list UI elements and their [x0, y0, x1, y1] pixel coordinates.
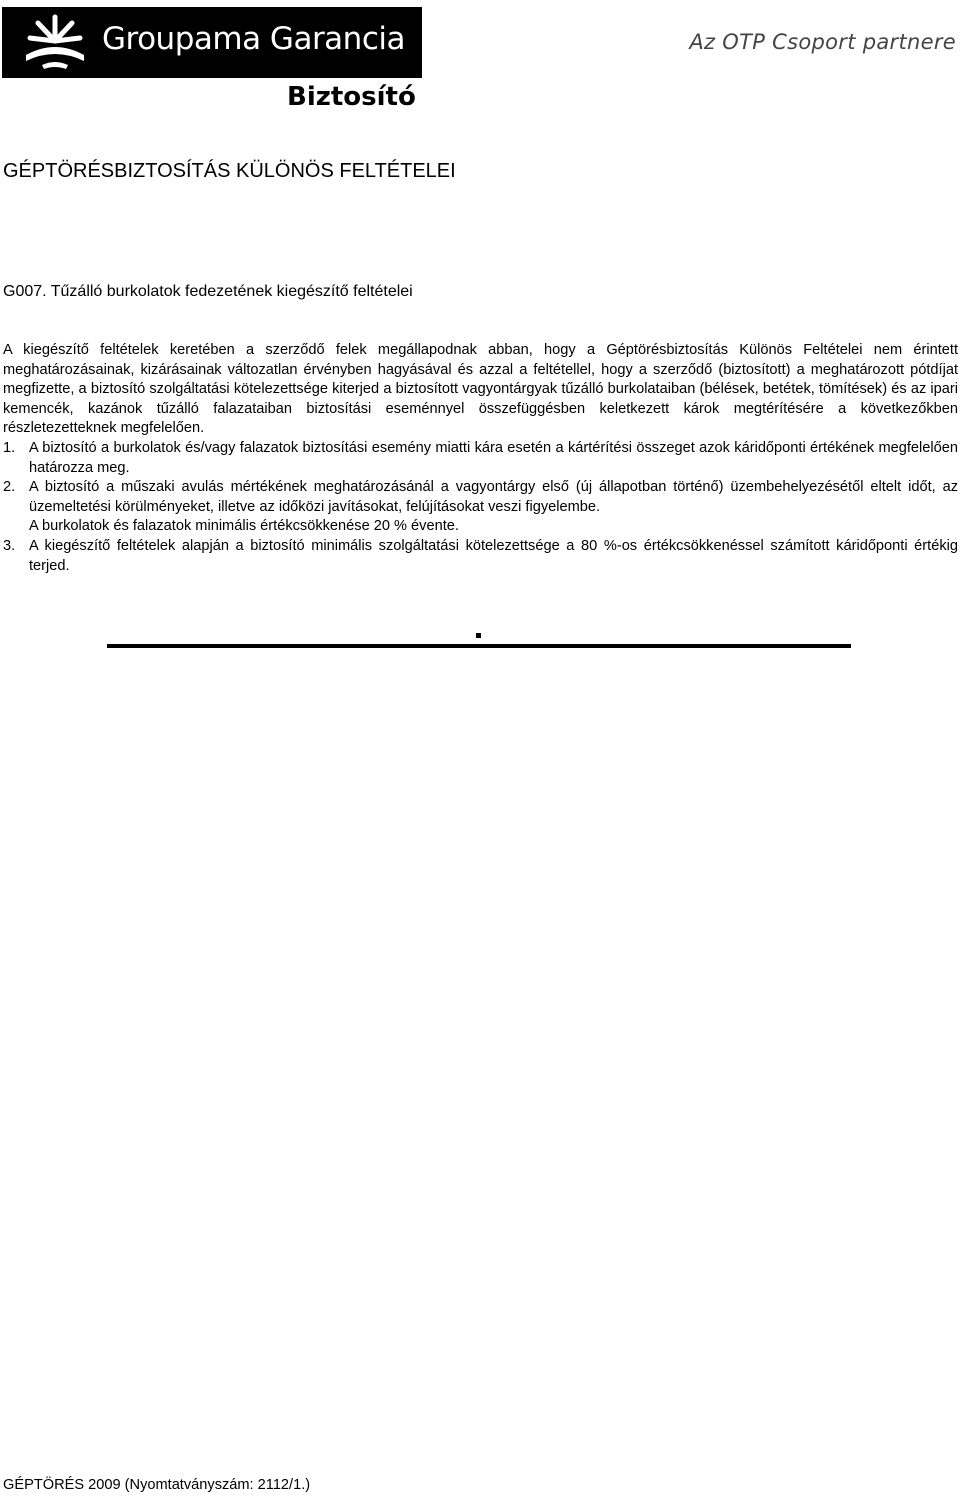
section-title: G007. Tűzálló burkolatok fedezetének kiegészítő feltételei — [3, 283, 413, 300]
document-body — [3, 341, 958, 576]
groupama-emblem-icon — [22, 11, 88, 73]
logo-subtitle: Biztosító — [287, 82, 416, 112]
list-item-text: A kiegészítő feltételek alapján a biztosító minimális szolgáltatási kötelezettsége a 80 %-os értékcsökkenéssel számított káridőponti értékig terjed. — [29, 537, 958, 574]
partner-tagline: Az OTP Csoport partnere — [689, 30, 956, 54]
list-item-number: 2. — [3, 479, 16, 496]
list-item — [3, 439, 958, 478]
list-item-extra: A burkolatok és falazatok minimális értékcsökkenése 20 % évente. — [29, 518, 459, 535]
list-item — [3, 537, 958, 576]
list-item-number: 3. — [3, 537, 16, 554]
horizontal-rule — [107, 644, 851, 648]
list-item-number: 1. — [3, 439, 16, 456]
list-item-text: A biztosító a burkolatok és/vagy falazatok biztosítási esemény miatti kára esetén a kártérítési összeget azok káridőponti értékének megfelelően határozza meg. — [29, 439, 958, 476]
list-item — [3, 478, 958, 537]
logo-text: Groupama Garancia — [102, 21, 405, 57]
document-title: GÉPTÖRÉSBIZTOSÍTÁS KÜLÖNÖS FELTÉTELEI — [3, 160, 456, 182]
page-footer: GÉPTÖRÉS 2009 (Nyomtatványszám: 2112/1.) — [3, 1477, 311, 1493]
list-item-text: A biztosító a műszaki avulás mértékének meghatározásánál a vagyontárgy első (új állapotban történő) üzembehelyezésétől eltelt időt, az üzemeltetési körülményeket, illetve az időközi javításokat, felújításokat veszi figyelembe. — [29, 479, 958, 515]
groupama-logo — [2, 7, 422, 78]
separator-dot — [476, 633, 481, 638]
intro-paragraph: A kiegészítő feltételek keretében a szerződő felek megállapodnak abban, hogy a Géptörésbiztosítás Különös Feltételei nem érintett meghatározásainak, kizárásainak változatlan érvényben hagyásával és azzal a feltétellel, hogy a szerződő (biztosított) a meghatározott pótdíjat megfizette, a biztosító szolgáltatási kötelezettsége kiterjed a biztosított vagyontárgyak tűzálló burkolataiban (bélések, betétek, tömítések) és az ipari kemencék, kazánok tűzálló falazataiban biztosítási eseménnyel összefüggésben keletkezett károk megtérítésére a következőkben részletezetteknek megfelelően. — [3, 342, 958, 437]
